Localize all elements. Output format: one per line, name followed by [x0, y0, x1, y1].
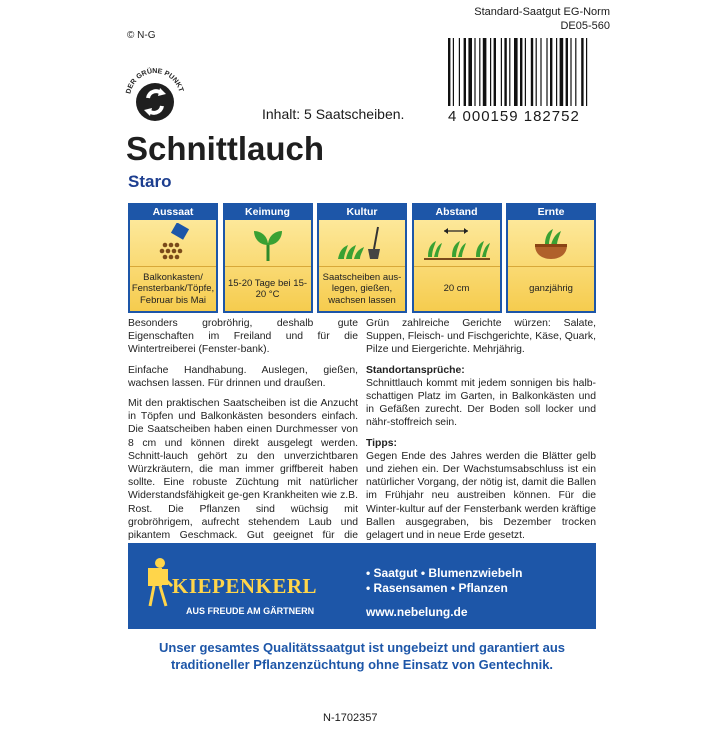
barcode-bar — [520, 38, 522, 106]
content-info: Inhalt: 5 Saatscheiben. — [262, 106, 405, 122]
barcode-bar — [459, 38, 460, 106]
barcode-bar — [494, 38, 496, 106]
barcode-bar — [531, 38, 533, 106]
barcode-bar — [504, 38, 506, 106]
paragraph-seed-discs: Mit den praktischen Saatscheiben ist die Anzucht in Töpfen und Balkonkästen besonders einfach. Die Saatscheiben haben einen Durchmesser von 8 cm und können direkt ausgelegt werden. Schnitt-lauch gehört zu den unverzichtbaren Würzkräutern, die man immer griffbereit haben sollte. Eine robuste Züchtung mit natürlicher Widerstandsfähigkeit ge-gen Krankheiten wie z.B. Rost. Die Pflanzen sind wüchsig mit grobröhrigem, aufrecht stehendem Laub und pikantem Geschmack. Gut geeignet für die — [128, 398, 358, 542]
barcode-bar — [464, 38, 466, 106]
barcode-bar — [448, 38, 450, 106]
standard-line2: DE05-560 — [560, 20, 610, 32]
product-range-list — [366, 566, 522, 596]
barcode-bar — [468, 38, 472, 106]
barcode-number: 4 000159 182752 — [448, 108, 580, 125]
icon-box-keimung — [223, 203, 313, 313]
icon-title-aussaat: Aussaat — [130, 205, 216, 220]
product-variety: Staro — [128, 172, 172, 191]
barcode-bar — [560, 38, 564, 106]
barcode-bar — [483, 38, 487, 106]
barcode-bar — [556, 38, 557, 106]
product-title: Schnittlauch — [126, 130, 325, 167]
standard-line1: Standard-Saatgut EG-Norm — [474, 6, 610, 18]
icon-title-keimung: Keimung — [225, 205, 311, 220]
copyright: © N-G — [127, 30, 156, 41]
barcode-bar — [453, 38, 454, 106]
icon-box-kultur — [317, 203, 407, 313]
icon-text-ernte: ganzjährig — [508, 266, 594, 311]
logo-text: DER GRÜNE PUNKT — [125, 67, 185, 95]
harvest-bowl-icon — [508, 220, 594, 266]
quality-line1: Unser gesamtes Qualitätssaatgut ist ungebeizt und garantiert aus — [159, 640, 565, 655]
growing-info-icons — [128, 203, 596, 313]
seed-packet-icon — [130, 220, 216, 266]
icon-box-abstand — [412, 203, 502, 313]
brand-tagline: AUS FREUDE AM GÄRTNERN — [186, 606, 315, 616]
paragraph-handling: Einfache Handhabung. Auslegen, gießen, wachsen lassen. Für drinnen und draußen. — [128, 364, 358, 389]
barcode-bar — [575, 38, 576, 106]
paragraph-uses: Grün zahlreiche Gerichte würzen: Salate, Suppen, Fleisch- und Fischgerichte, Käse, Quark, Pilze und Eiergerichte. Mehrjährig. — [366, 318, 596, 356]
icon-title-kultur: Kultur — [319, 205, 405, 220]
icon-text-aussaat: Balkonkasten/ Fensterbank/Töpfe, Februar bis Mai — [130, 266, 216, 311]
green-dot-logo — [120, 60, 190, 130]
icon-text-kultur: Saatscheiben aus-legen, gießen, wachsen lassen — [319, 266, 405, 311]
spacing-icon — [414, 220, 500, 266]
icon-title-abstand: Abstand — [414, 205, 500, 220]
standard-label — [474, 5, 610, 33]
sprout-icon — [225, 220, 311, 266]
spade-plants-icon — [319, 220, 405, 266]
barcode-bar — [540, 38, 541, 106]
barcode-bar — [536, 38, 537, 106]
barcode-bar — [514, 38, 518, 106]
website-link[interactable]: www.nebelung.de — [366, 605, 468, 619]
heading-location: Standortansprüche: — [366, 364, 465, 376]
barcode-bar — [490, 38, 491, 106]
barcode-bar — [570, 38, 571, 106]
barcode-bar — [581, 38, 583, 106]
barcode-bar — [550, 38, 552, 106]
barcode-bar — [479, 38, 480, 106]
kiepenkerl-figure-icon — [144, 556, 174, 613]
barcode-bar — [525, 38, 526, 106]
barcode-bar — [509, 38, 510, 106]
barcode-bar — [546, 38, 547, 106]
brand-name: KIEPENKERL — [172, 574, 318, 598]
quality-statement — [128, 639, 596, 673]
barcode-bar — [501, 38, 502, 106]
barcode-bar — [474, 38, 475, 106]
icon-box-ernte — [506, 203, 596, 313]
article-code: N-1702357 — [323, 712, 378, 724]
heading-tips: Tipps: — [366, 437, 397, 449]
description-column-left — [128, 317, 358, 562]
quality-line2: traditioneller Pflanzenzüchtung ohne Einsatz von Gentechnik. — [170, 657, 554, 672]
icon-text-keimung: 15-20 Tage bei 15-20 °C — [225, 266, 311, 311]
barcode-bar — [566, 38, 568, 106]
product-range-line1: • Saatgut • Blumenzwiebeln — [366, 566, 523, 580]
icon-box-aussaat — [128, 203, 218, 313]
icon-text-abstand: 20 cm — [414, 266, 500, 311]
icon-title-ernte: Ernte — [508, 205, 594, 220]
product-range-line2: • Rasensamen • Pflanzen — [366, 581, 508, 595]
paragraph-location: Schnittlauch kommt mit jedem sonnigen bis halb-schattigen Platz im Garten, in Balkonkästen und in Gefäßen zurecht. Der Boden soll locker und nähr-stoffreich sein. — [366, 377, 596, 429]
paragraph-characteristics: Besonders grobröhrig, deshalb gute Eigenschaften im Freiland und für die Wintertreiberei (Fenster-bank). — [128, 318, 358, 356]
description-column-right — [366, 317, 596, 549]
barcode-bar — [586, 38, 587, 106]
paragraph-tips: Gegen Ende des Jahres werden die Blätter gelb und ziehen ein. Der Wachstumsabschluss ist ein natürlicher Vorgang, der nötig ist, damit die Ballen im Frühjahr neu austreiben können. Für die Winter-kultur auf der Fensterbank werden kräftige Ballen ausgegraben, bis Dezember trocken gelagert und in neue Erde gesetzt. — [366, 450, 596, 542]
